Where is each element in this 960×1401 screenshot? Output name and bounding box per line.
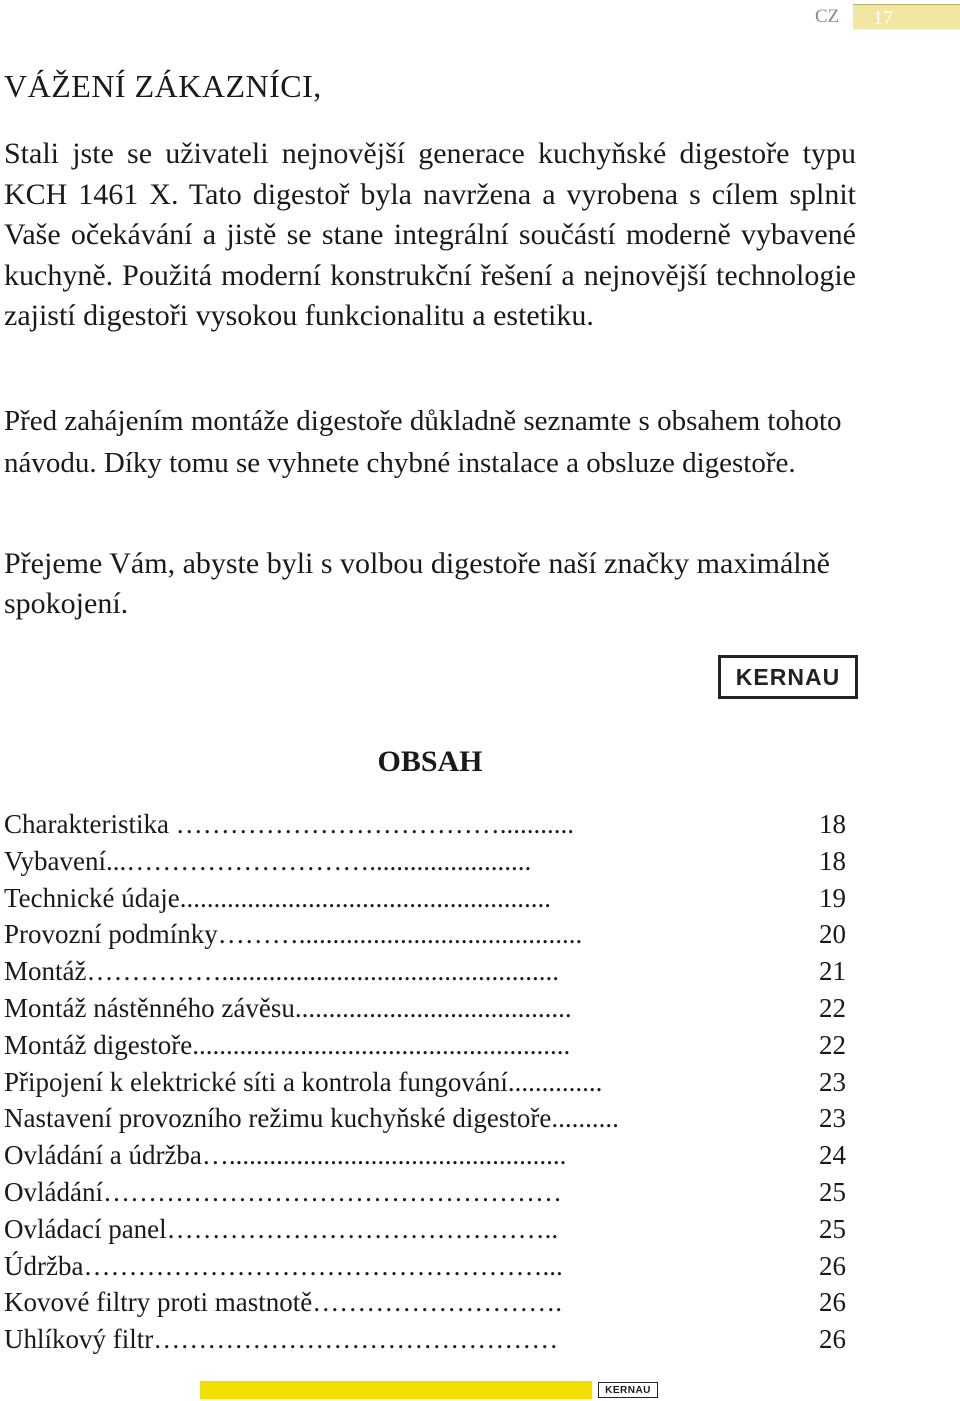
toc-entry <box>4 953 864 990</box>
toc-entry-page: 26 <box>819 1287 846 1318</box>
toc-entry-page: 25 <box>819 1213 846 1244</box>
toc-entry-label: Údržba……………………………………………... <box>4 1250 563 1281</box>
toc-entry-page: 18 <box>819 809 846 839</box>
toc-entry <box>4 1064 864 1101</box>
toc-entry-label: Kovové filtry proti mastnotě………………………. <box>4 1287 562 1318</box>
toc-entry-page: 19 <box>819 882 846 913</box>
toc-entry-label: Technické údaje....................................................... <box>4 882 552 913</box>
toc-entry-page: 21 <box>819 956 846 987</box>
footer-accent-bar <box>200 1381 592 1399</box>
greeting-heading: VÁŽENÍ ZÁKAZNÍCI, <box>4 68 322 104</box>
toc-entry-label: Charakteristika ………………………………........... <box>4 809 574 839</box>
brand-logo: KERNAU <box>718 655 858 699</box>
toc-entry <box>4 806 864 843</box>
page-number-tab <box>853 4 960 29</box>
toc-entry <box>4 1211 864 1248</box>
toc-entry <box>4 1248 864 1285</box>
toc-entry-label: Připojení k elektrické síti a kontrola fungování.............. <box>4 1066 603 1097</box>
toc-entry <box>4 1137 864 1174</box>
toc-entry-label: Ovládání a údržba….................................................. <box>4 1140 567 1171</box>
toc-entry-page: 22 <box>819 992 846 1023</box>
page-number: 17 <box>873 7 893 29</box>
toc-entry-label: Provozní podmínky……….......................................... <box>4 919 583 950</box>
table-of-contents <box>4 806 864 1358</box>
toc-entry <box>4 1284 864 1321</box>
toc-entry-label: Montáž…………….................................................. <box>4 956 559 987</box>
toc-entry-page: 22 <box>819 1029 846 1060</box>
toc-entry-page: 25 <box>819 1176 846 1207</box>
toc-entry-page: 23 <box>819 1066 846 1097</box>
toc-entry <box>4 1174 864 1211</box>
toc-title: OBSAH <box>377 745 483 778</box>
wish-paragraph: Přejeme Vám, abyste byli s volbou digestoře naší značky maximálně spokojení. <box>4 547 830 620</box>
intro-paragraph: Stali jste se uživateli nejnovější generace kuchyňské digestoře typu KCH 1461 X. Tato digestoř byla navržena a vyrobena s cílem splnit Vaše očekávání a jistě se stane integrální součástí moderně vybavené kuchyně. Použitá moderní konstrukční řešení a nejnovější technologie zajistí digestoři vysokou funkcionalitu a estetiku. <box>4 137 856 332</box>
footer-logo: KERNAU <box>598 1382 658 1398</box>
toc-entry-label: Ovládací panel…………………………………….. <box>4 1213 559 1244</box>
toc-entry <box>4 916 864 953</box>
instruction-paragraph: Před zahájením montáže digestoře důkladně seznamte s obsahem tohoto návodu. Díky tomu se vyhnete chybné instalace a obsluze digestoře. <box>4 405 842 479</box>
toc-entry <box>4 843 864 880</box>
toc-entry-page: 23 <box>819 1103 846 1134</box>
toc-entry <box>4 880 864 917</box>
toc-entry-label: Uhlíkový filtr……………………………………… <box>4 1324 559 1355</box>
toc-entry <box>4 1027 864 1064</box>
toc-entry-label: Vybavení...………………………........................ <box>4 845 532 876</box>
toc-entry-page: 18 <box>819 845 846 876</box>
toc-entry-page: 20 <box>819 919 846 950</box>
toc-entry-page: 26 <box>819 1324 846 1355</box>
toc-entry <box>4 1100 864 1137</box>
language-code: CZ <box>815 6 840 27</box>
toc-entry <box>4 990 864 1027</box>
toc-entry-page: 26 <box>819 1250 846 1281</box>
toc-entry-label: Ovládání…………………………………………… <box>4 1176 562 1207</box>
toc-entry-label: Nastavení provozního režimu kuchyňské digestoře.......... <box>4 1103 619 1134</box>
toc-entry-label: Montáž digestoře........................................................ <box>4 1029 571 1060</box>
toc-entry-page: 24 <box>819 1140 846 1171</box>
toc-entry <box>4 1321 864 1358</box>
toc-entry-label: Montáž nástěnného závěsu......................................... <box>4 992 572 1023</box>
